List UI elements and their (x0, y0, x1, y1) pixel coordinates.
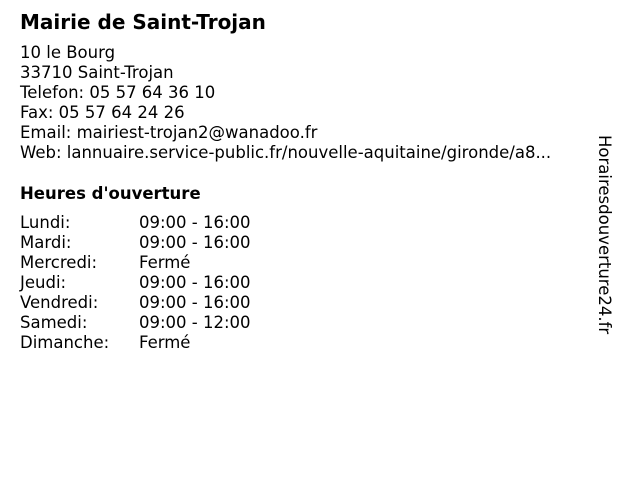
phone-number: Telefon: 05 57 64 36 10 (20, 83, 216, 102)
fax-number: Fax: 05 57 64 24 26 (20, 103, 185, 122)
day-hours: Fermé (139, 333, 191, 352)
day-hours: 09:00 - 12:00 (139, 313, 251, 332)
address-street: 10 le Bourg (20, 43, 116, 62)
day-hours: Fermé (139, 253, 191, 272)
day-hours: 09:00 - 16:00 (139, 293, 251, 312)
website-link[interactable]: Web: lannuaire.service-public.fr/nouvelle-aquitaine/gironde/a8... (20, 143, 552, 162)
day-label: Dimanche: (20, 333, 110, 352)
day-label: Jeudi: (20, 273, 67, 292)
page-title: Mairie de Saint-Trojan (20, 10, 266, 34)
day-label: Lundi: (20, 213, 71, 232)
day-label: Vendredi: (20, 293, 99, 312)
day-hours: 09:00 - 16:00 (139, 233, 251, 252)
address-city: 33710 Saint-Trojan (20, 63, 174, 82)
site-watermark: Horairesdouverture24.fr (595, 135, 614, 335)
day-label: Mercredi: (20, 253, 98, 272)
day-hours: 09:00 - 16:00 (139, 213, 251, 232)
day-label: Samedi: (20, 313, 88, 332)
hours-heading: Heures d'ouverture (20, 184, 201, 203)
day-label: Mardi: (20, 233, 72, 252)
day-hours: 09:00 - 16:00 (139, 273, 251, 292)
contact-block (20, 43, 551, 163)
email-address: Email: mairiest-trojan2@wanadoo.fr (20, 123, 318, 142)
